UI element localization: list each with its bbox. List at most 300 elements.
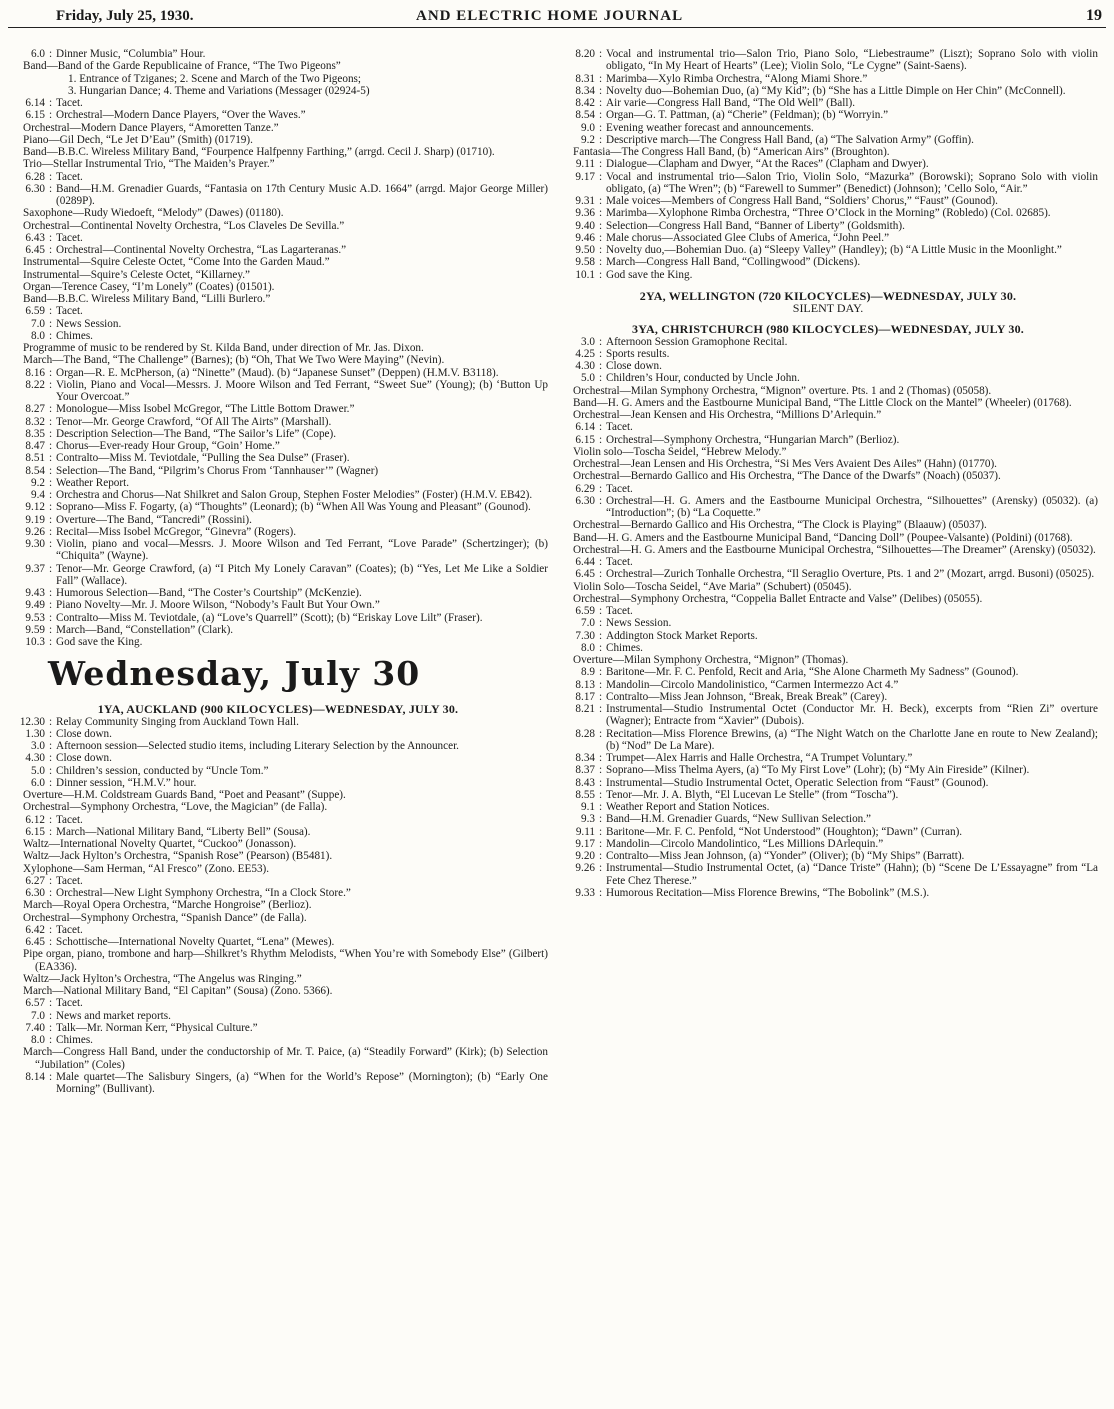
entry-continuation: Orchestral—Symphony Orchestra, “Spanish Dance” (de Falla). <box>23 911 307 924</box>
entry-colon: : <box>598 433 603 446</box>
entry-colon: : <box>598 219 603 232</box>
entry-colon: : <box>598 568 603 581</box>
entry-colon: : <box>598 690 603 703</box>
entry-continuation: Waltz—International Novelty Quartet, “Cuckoo” (Jonasson). <box>23 838 297 850</box>
entry-time: 3.0 <box>31 740 45 752</box>
entry-continuation: March—National Military Band, “El Capitan” (Sousa) (Zono. 5366). <box>23 985 333 997</box>
entry-text: Description Selection—The Band, “The Sailor’s Life” (Cope). <box>56 427 337 440</box>
entry-time: 9.11 <box>575 825 595 838</box>
program-entry <box>558 777 1098 789</box>
program-entry <box>8 826 548 838</box>
entry-text: March—Congress Hall Band, “Collingwood” (Dickens). <box>606 256 861 269</box>
program-entry <box>8 1022 548 1034</box>
entry-text: Chimes. <box>56 329 93 342</box>
program-entry <box>8 765 548 777</box>
entry-time: 9.49 <box>25 599 45 612</box>
program-entry <box>8 501 548 513</box>
program-entry <box>8 367 548 379</box>
entry-time: 9.50 <box>575 244 595 256</box>
header-title: AND ELECTRIC HOME JOURNAL <box>416 8 684 24</box>
program-entry <box>558 134 1098 146</box>
program-entry <box>8 814 548 826</box>
entry-text: Contralto—Miss M. Teviotdale, “Pulling the Sea Dulse” (Fraser). <box>56 452 350 465</box>
entry-time: 8.0 <box>581 641 595 654</box>
program-entry <box>558 764 1098 776</box>
entry-colon: : <box>48 440 53 452</box>
entry-time: 8.31 <box>575 72 595 85</box>
program-entry <box>8 489 548 501</box>
entry-text: Orchestra and Chorus—Nat Shilkret and Salon Group, Stephen Foster Melodies” (Foster) (H.M.V. EB42). <box>56 489 533 501</box>
entry-continuation: Trio—Stellar Instrumental Trio, “The Maiden’s Prayer.” <box>23 158 275 171</box>
entry-colon: : <box>48 305 53 318</box>
columns <box>8 28 1106 1095</box>
entry-text: Organ—G. T. Pattman, (a) “Cherie” (Feldman); (b) “Worryin.” <box>606 109 889 122</box>
entry-text: Male quartet—The Salisbury Singers, (a) “When for the World’s Repose” (Mornington); (b) “Early One Morning” (Bullivant). <box>56 1070 548 1095</box>
entry-time: 9.31 <box>575 195 595 207</box>
entry-colon: : <box>598 752 603 764</box>
entry-colon: : <box>48 623 53 636</box>
page-header <box>8 4 1106 28</box>
program-entry <box>558 789 1098 801</box>
entry-colon: : <box>48 887 53 899</box>
entry-time: 9.26 <box>575 862 595 875</box>
entry-text: Tacet. <box>56 170 83 183</box>
entry-colon: : <box>598 72 603 85</box>
entry-time: 6.15 <box>575 433 595 446</box>
entry-text: Instrumental—Studio Instrumental Octet (Conductor Mr. H. Beck), excerpts from “Rien Zi” overture (Wagner); Entracte from “Xavier” (Dubois). <box>606 703 1098 728</box>
entry-text: Tacet. <box>606 556 633 568</box>
program-entry <box>8 777 548 789</box>
entry-continuation: Band—Band of the Garde Republicaine of France, “The Two Pigeons” <box>23 60 341 73</box>
entry-time: 6.59 <box>25 305 45 318</box>
entry-colon: : <box>598 207 603 220</box>
entry-time: 5.0 <box>31 764 45 777</box>
program-entry <box>8 97 548 109</box>
entry-subline: 3. Hungarian Dance; 4. Theme and Variations (Messager (02924-5) <box>68 84 370 97</box>
entry-text: Tacet. <box>56 923 83 936</box>
program-entry <box>558 48 1098 73</box>
entry-time: 3.0 <box>581 335 595 348</box>
entry-colon: : <box>48 825 53 838</box>
entry-continuation: Orchestral—Milan Symphony Orchestra, “Mignon” overture. Pts. 1 and 2 (Thomas) (05058). <box>573 384 992 397</box>
station-heading: 3YA, CHRISTCHURCH (980 KILOCYCLES)—WEDNESDAY, JULY 30. <box>632 322 1024 337</box>
entry-text: Mandolin—Circolo Mandolinistico, “Carmen Intermezzo Act 4.” <box>606 678 899 691</box>
program-entry <box>558 372 1098 384</box>
entry-continuation: Band—B.B.C. Wireless Military Band, “Lilli Burlero.” <box>23 293 271 305</box>
entry-text: Tacet. <box>606 482 633 495</box>
entry-colon: : <box>48 715 53 728</box>
entry-colon: : <box>598 776 603 789</box>
entry-continuation: Orchestral—Bernardo Gallico and His Orchestra, “The Clock is Playing” (Blaauw) (05037). <box>573 519 987 532</box>
entry-continuation: Instrumental—Squire’s Celeste Octet, “Killarney.” <box>23 268 250 281</box>
entry-continuation: Saxophone—Rudy Wiedoeft, “Melody” (Dawes) (01180). <box>23 207 284 220</box>
entry-time: 7.0 <box>31 1009 45 1022</box>
entry-time: 8.43 <box>575 776 595 789</box>
program-entry <box>558 336 1098 348</box>
program-entry <box>8 318 548 330</box>
entry-colon: : <box>48 317 53 330</box>
entry-text: Addington Stock Market Reports. <box>606 629 758 642</box>
entry-continuation: Orchestral—Modern Dance Players, “Amoretten Tanze.” <box>23 121 279 134</box>
entry-time: 6.29 <box>575 482 595 495</box>
program-entry <box>558 703 1098 728</box>
entry-colon: : <box>48 378 53 391</box>
entry-time: 8.34 <box>575 752 595 764</box>
station-heading: 2YA, WELLINGTON (720 KILOCYCLES)—WEDNESDAY, JULY 30. <box>639 288 1017 303</box>
entry-continuation: Instrumental—Squire Celeste Octet, “Come Into the Garden Maud.” <box>23 256 330 269</box>
entry-text: Orchestral—New Light Symphony Orchestra, “In a Clock Store.” <box>56 887 351 899</box>
entry-text: Orchestral—Modern Dance Players, “Over the Waves.” <box>56 109 306 122</box>
entry-colon: : <box>48 587 53 599</box>
entry-colon: : <box>598 629 603 642</box>
entry-text: Instrumental—Studio Instrumental Octet, Operatic Selection from “Faust” (Gounod). <box>606 776 989 789</box>
entry-text: Humorous Selection—Band, “The Coster’s Courtship” (McKenzie). <box>56 587 362 599</box>
entry-colon: : <box>48 182 53 195</box>
entry-text: Organ—R. E. McPherson, (a) “Ninette” (Maud). (b) “Japanese Sunset” (Deppen) (H.M.V. B3118). <box>56 366 499 379</box>
entry-time: 8.21 <box>575 703 595 715</box>
entry-time: 4.30 <box>25 752 45 765</box>
entry-time: 6.45 <box>25 244 45 256</box>
entry-colon: : <box>598 605 603 617</box>
entry-text: Violin, Piano and Vocal—Messrs. J. Moore Wilson and Ted Ferrant, “Sweet Sue” (Young); (b) ‘Button Up Your Overcoat.” <box>56 378 548 403</box>
program-entry <box>558 691 1098 703</box>
entry-colon: : <box>598 801 603 813</box>
entry-text: Dialogue—Clapham and Dwyer, “At the Races” (Clapham and Dwyer). <box>606 158 929 171</box>
entry-colon: : <box>48 366 53 379</box>
entry-colon: : <box>598 641 603 654</box>
entry-time: 6.45 <box>25 936 45 948</box>
entry-time: 9.40 <box>575 219 595 232</box>
entry-text: Chorus—Ever-ready Hour Group, “Goin’ Home.” <box>56 440 280 452</box>
program-entry <box>8 936 548 948</box>
entry-colon: : <box>598 421 603 434</box>
entry-time: 9.1 <box>581 801 595 813</box>
entry-text: Band—H.M. Grenadier Guards, “New Sullivan Selection.” <box>606 813 872 826</box>
entry-text: Afternoon Session Gramophone Recital. <box>606 335 788 348</box>
entry-time: 9.12 <box>25 501 45 514</box>
entry-text: March—Band, “Constellation” (Clark). <box>56 623 234 636</box>
entry-time: 8.54 <box>575 109 595 122</box>
entry-continuation: Orchestral—Symphony Orchestra, “Love, the Magician” (de Falla). <box>23 801 328 814</box>
entry-time: 6.14 <box>25 97 45 109</box>
entry-time: 7.40 <box>25 1021 45 1034</box>
entry-colon: : <box>48 936 53 948</box>
program-entry <box>558 801 1098 813</box>
entry-text: Violin, piano and vocal—Messrs. J. Moore Wilson and Ted Ferrant, “Love Parade” (Schertzinger); (b) “Chiquita” (Wayne). <box>56 538 548 563</box>
entry-text: Band—H.M. Grenadier Guards, “Fantasia on 17th Century Music A.D. 1664” (arrgd. Major George Miller) (0289P). <box>56 182 548 207</box>
entry-text: Orchestral—Continental Novelty Orchestra, “Las Lagarteranas.” <box>56 244 347 256</box>
entry-colon: : <box>48 764 53 777</box>
program-entry <box>8 716 548 728</box>
entry-continuation: Piano—Gil Dech, “Le Jet D’Eau” (Smith) (01719). <box>23 133 253 146</box>
entry-continuation: Pipe organ, piano, trombone and harp—Shilkret’s Rhythm Melodists, “When You’re with Somebody Else” (Gilbert) (EA336). <box>23 948 548 973</box>
entry-time: 8.17 <box>575 690 595 703</box>
entry-text: Baritone—Mr. F. C. Penfold, Recit and Aria, “She Alone Charmeth My Sadness” (Gounod). <box>606 666 1019 679</box>
program-entry <box>558 556 1098 568</box>
entry-text: Contralto—Miss Jean Johnson, (a) “Yonder” (Oliver); (b) “My Ships” (Barratt). <box>606 850 965 862</box>
program-entry <box>8 428 548 440</box>
entry-text: Contralto—Miss Jean Johnson, “Break, Break Break” (Carey). <box>606 690 888 703</box>
program-entry <box>558 826 1098 838</box>
entry-continuation: March—Congress Hall Band, under the conductorship of Mr. T. Paice, (a) “Steadily Forward” (Kirk); (b) Selection “Jubilation” (Coles) <box>23 1046 548 1071</box>
program-entry <box>8 997 548 1009</box>
program-entry <box>8 728 548 740</box>
program-entry <box>8 1071 548 1096</box>
entry-text: Selection—Congress Hall Band, “Banner of Liberty” (Goldsmith). <box>606 219 905 232</box>
entry-text: Schottische—International Novelty Quartet, “Lena” (Mewes). <box>56 936 335 948</box>
entry-text: Children’s session, conducted by “Uncle Tom.” <box>56 764 269 777</box>
entry-colon: : <box>48 244 53 256</box>
entry-time: 8.37 <box>575 764 595 777</box>
program-entry <box>558 630 1098 642</box>
entry-time: 9.43 <box>25 587 45 599</box>
entry-text: Descriptive march—The Congress Hall Band, (a) “The Salvation Army” (Goffin). <box>606 133 974 146</box>
entry-text: Trumpet—Alex Harris and Halle Orchestra, “A Trumpet Voluntary.” <box>606 752 913 764</box>
program-entry <box>558 568 1098 580</box>
entry-text: Chimes. <box>56 1034 93 1046</box>
program-entry <box>8 171 548 183</box>
entry-text: Male voices—Members of Congress Hall Band, “Soldiers’ Chorus,” “Faust” (Gounod). <box>606 195 998 207</box>
program-entry <box>558 348 1098 360</box>
entry-time: 1.30 <box>25 727 45 740</box>
entry-colon: : <box>48 1034 53 1046</box>
right-column <box>558 48 1098 1095</box>
entry-colon: : <box>598 84 603 97</box>
entry-colon: : <box>598 335 603 348</box>
entry-colon: : <box>48 48 53 60</box>
entry-colon: : <box>598 256 603 269</box>
entry-time: 6.0 <box>31 776 45 789</box>
entry-continuation: Orchestral—Symphony Orchestra, “Coppelia Ballet Entracte and Valse” (Delibes) (05055). <box>573 592 983 605</box>
program-entry <box>8 244 548 256</box>
program-entry <box>558 813 1098 825</box>
program-entry <box>8 887 548 899</box>
entry-text: Monologue—Miss Isobel McGregor, “The Little Bottom Drawer.” <box>56 403 355 416</box>
entry-colon: : <box>598 666 603 679</box>
entry-time: 8.35 <box>25 427 45 440</box>
entry-time: 6.0 <box>31 48 45 60</box>
entry-time: 6.15 <box>25 825 45 838</box>
entry-time: 6.28 <box>25 170 45 183</box>
entry-text: Tenor—Mr. George Crawford, “Of All The Airts” (Marshall). <box>56 415 332 428</box>
entry-colon: : <box>598 195 603 207</box>
entry-time: 9.37 <box>25 562 45 575</box>
entry-text: Vocal and instrumental trio—Salon Trio, Violin Solo, “Mazurka” (Borowski); Soprano Solo with violin obligato, (a) “The Wren”; (b) “Farewell to Summer” (Benedict) (Johnson); ’Cello Solo, “Air.” <box>606 170 1098 195</box>
entry-text: Baritone—Mr. F. C. Penfold, “Not Understood” (Houghton); “Dawn” (Curran). <box>606 825 963 838</box>
entry-text: Tacet. <box>56 305 83 318</box>
entry-time: 6.30 <box>575 494 595 507</box>
program-entry <box>8 232 548 244</box>
entry-colon: : <box>48 97 53 109</box>
program-entry <box>558 171 1098 196</box>
entry-colon: : <box>48 170 53 183</box>
entry-continuation: Orchestral—H. G. Amers and the Eastbourne Municipal Orchestra, “Silhouettes—The Dreamer” (Arensky) (05032). <box>573 543 1096 556</box>
entry-colon: : <box>48 1021 53 1034</box>
entry-continuation: Xylophone—Sam Herman, “Al Fresco” (Zono. EE53). <box>23 862 270 875</box>
entry-text: March—National Military Band, “Liberty Bell” (Sousa). <box>56 825 311 838</box>
entry-colon: : <box>598 764 603 777</box>
program-entry <box>8 477 548 489</box>
entry-text: Recital—Miss Isobel McGregor, “Ginevra” (Rogers). <box>56 525 297 538</box>
entry-colon: : <box>48 538 53 550</box>
program-entry <box>8 563 548 588</box>
program-entry <box>8 183 548 208</box>
entry-text: Sports results. <box>606 347 670 360</box>
program-entry <box>558 232 1098 244</box>
entry-text: Soprano—Miss F. Fogarty, (a) “Thoughts” (Leonard); (b) “When All Was Young and Pleasant” (Gounod). <box>56 501 531 514</box>
entry-text: Mandolin—Circolo Mandolintico, “Les Millions DArlequin.” <box>606 837 884 850</box>
entry-time: 9.33 <box>575 886 595 899</box>
entry-time: 8.20 <box>575 48 595 60</box>
entry-time: 9.0 <box>581 121 595 134</box>
entry-colon: : <box>598 813 603 826</box>
entry-colon: : <box>598 703 603 715</box>
entry-colon: : <box>598 268 603 281</box>
program-entry <box>558 85 1098 97</box>
entry-time: 12.30 <box>19 715 45 728</box>
entry-colon: : <box>598 170 603 183</box>
entry-time: 9.46 <box>575 231 595 244</box>
entry-time: 9.59 <box>25 623 45 636</box>
entry-text: Male chorus—Associated Glee Clubs of America, “John Peel.” <box>606 231 890 244</box>
entry-colon: : <box>48 562 53 575</box>
entry-colon: : <box>48 740 53 752</box>
program-entry <box>8 740 548 752</box>
program-entry <box>8 526 548 538</box>
entry-time: 4.30 <box>575 360 595 372</box>
entry-text: Close down. <box>56 727 112 740</box>
entry-colon: : <box>598 372 603 385</box>
header-page-number: 19 <box>1086 7 1102 24</box>
entry-time: 10.1 <box>575 268 595 281</box>
program-entry <box>558 617 1098 629</box>
entry-time: 8.0 <box>31 1034 45 1046</box>
program-entry <box>8 465 548 477</box>
entry-colon: : <box>598 862 603 875</box>
program-entry <box>558 728 1098 753</box>
entry-text: Overture—The Band, “Tancredi” (Rossini). <box>56 513 252 526</box>
entry-text: Tacet. <box>56 231 83 244</box>
entry-colon: : <box>598 109 603 122</box>
entry-colon: : <box>48 427 53 440</box>
program-entry <box>558 220 1098 232</box>
entry-colon: : <box>598 158 603 171</box>
entry-colon: : <box>598 825 603 838</box>
entry-continuation: Band—H. G. Amers and the Eastbourne Municipal Band, “Dancing Doll” (Poupee-Valsante) (Poldini) (01768). <box>573 531 1073 544</box>
entry-text: Afternoon session—Selected studio items, including Literary Selection by the Announcer. <box>56 740 459 752</box>
entry-time: 7.0 <box>31 317 45 330</box>
entry-time: 8.16 <box>25 366 45 379</box>
entry-time: 6.30 <box>25 887 45 899</box>
entry-time: 6.42 <box>25 923 45 936</box>
entry-text: Novelty duo,—Bohemian Duo. (a) “Sleepy Valley” (Handley); (b) “A Little Music in the Moonlight.” <box>606 244 1062 256</box>
silent-day-note: SILENT DAY. <box>792 301 864 315</box>
entry-time: 6.43 <box>25 231 45 244</box>
program-entry <box>558 97 1098 109</box>
entry-text: Air varie—Congress Hall Band, “The Old Well” (Ball). <box>606 97 855 109</box>
entry-colon: : <box>48 525 53 538</box>
entry-text: Piano Novelty—Mr. J. Moore Wilson, “Nobody’s Fault But Your Own.” <box>56 599 380 612</box>
program-entry <box>558 158 1098 170</box>
entry-continuation: Violin Solo—Toscha Seidel, “Ave Maria” (Schubert) (05045). <box>573 580 852 593</box>
entry-time: 9.36 <box>575 207 595 220</box>
entry-time: 9.53 <box>25 611 45 624</box>
program-entry <box>558 122 1098 134</box>
entry-continuation: Orchestral—Bernardo Gallico and His Orchestra, “The Dance of the Dwarfs” (Noach) (05037). <box>573 470 1001 483</box>
entry-text: Orchestral—Symphony Orchestra, “Hungarian March” (Berlioz). <box>606 433 900 446</box>
entry-text: Dinner session, “H.M.V.” hour. <box>56 776 197 789</box>
entry-text: News Session. <box>56 317 122 330</box>
entry-text: Recitation—Miss Florence Brewins, (a) “The Night Watch on the Charlotte Jane en route to New Zealand); (b) “Nod” De La Mare). <box>606 727 1098 752</box>
entry-continuation: Orchestral—Jean Kensen and His Orchestra, “Millions D’Arlequin.” <box>573 409 882 421</box>
program-entry <box>558 256 1098 268</box>
program-entry <box>8 636 548 648</box>
entry-continuation: Violin solo—Toscha Seidel, “Hebrew Melody.” <box>573 445 787 458</box>
entry-text: Weather Report. <box>56 476 130 489</box>
program-entry <box>8 403 548 415</box>
program-entry <box>8 875 548 887</box>
entry-colon: : <box>48 997 53 1010</box>
day-heading: Wednesday, July 30 <box>48 654 421 694</box>
entry-time: 5.0 <box>581 372 595 385</box>
entry-text: Close down. <box>606 360 662 372</box>
entry-time: 8.14 <box>25 1070 45 1083</box>
entry-text: Evening weather forecast and announcements. <box>606 121 814 134</box>
entry-continuation: Waltz—Jack Hylton’s Orchestra, “Spanish Rose” (Pearson) (B5481). <box>23 850 333 863</box>
entry-text: Instrumental—Studio Instrumental Octet, (a) “Dance Triste” (Hahn); (b) “Scene De L’Essayagne” from “La Fete Chez Therese.” <box>606 862 1098 887</box>
entry-colon: : <box>48 1009 53 1022</box>
entry-text: Tacet. <box>56 997 83 1010</box>
entry-continuation: Fantasia—The Congress Hall Band, (b) “American Airs” (Broughton). <box>573 146 890 158</box>
entry-colon: : <box>48 231 53 244</box>
entry-time: 8.9 <box>581 666 595 679</box>
entry-time: 6.57 <box>25 997 45 1010</box>
entry-text: Orchestral—H. G. Amers and the Eastbourne Municipal Orchestra, “Silhouettes” (Arensky) (05032). (a) “Introduction”; (b) “La Coquette.” <box>606 494 1098 519</box>
entry-time: 8.32 <box>25 415 45 428</box>
program-entry <box>558 850 1098 862</box>
entry-colon: : <box>48 452 53 465</box>
program-entry <box>8 514 548 526</box>
entry-time: 9.11 <box>575 158 595 171</box>
entry-text: Soprano—Miss Thelma Ayers, (a) “To My First Love” (Lohr); (b) “My Ain Fireside” (Kilner). <box>606 764 1030 777</box>
program-entry <box>558 887 1098 899</box>
entry-colon: : <box>598 678 603 691</box>
entry-subline: 1. Entrance of Tziganes; 2. Scene and March of the Two Pigeons; <box>68 72 362 85</box>
entry-time: 9.2 <box>31 476 45 489</box>
entry-time: 7.30 <box>575 629 595 642</box>
program-entry <box>558 421 1098 433</box>
entry-time: 8.22 <box>25 378 45 391</box>
entry-colon: : <box>598 886 603 899</box>
entry-continuation: Orchestral—Continental Novelty Orchestra, “Los Claveles De Sevilla.” <box>23 219 345 232</box>
entry-text: Chimes. <box>606 641 643 654</box>
program-entry <box>558 679 1098 691</box>
entry-text: Dinner Music, “Columbia” Hour. <box>56 48 206 60</box>
entry-text: Marimba—Xylo Rimba Orchestra, “Along Miami Shore.” <box>606 72 868 85</box>
entry-time: 9.17 <box>575 837 595 850</box>
entry-text: Weather Report and Station Notices. <box>606 801 770 813</box>
entry-colon: : <box>598 482 603 495</box>
entry-time: 6.14 <box>575 421 595 434</box>
entry-colon: : <box>598 837 603 850</box>
entry-continuation: March—The Band, “The Challenge” (Barnes); (b) “Oh, That We Two Were Maying” (Nevin). <box>23 354 445 367</box>
header-date: Friday, July 25, 1930. <box>56 8 194 24</box>
program-entry <box>8 305 548 317</box>
entry-colon: : <box>48 109 53 122</box>
entry-colon: : <box>598 231 603 244</box>
entry-colon: : <box>598 121 603 134</box>
entry-continuation: Band—B.B.C. Wireless Military Band, “Fourpence Halfpenny Farthing,” (arrgd. Cecil J. Sharp) (01710). <box>23 146 495 158</box>
